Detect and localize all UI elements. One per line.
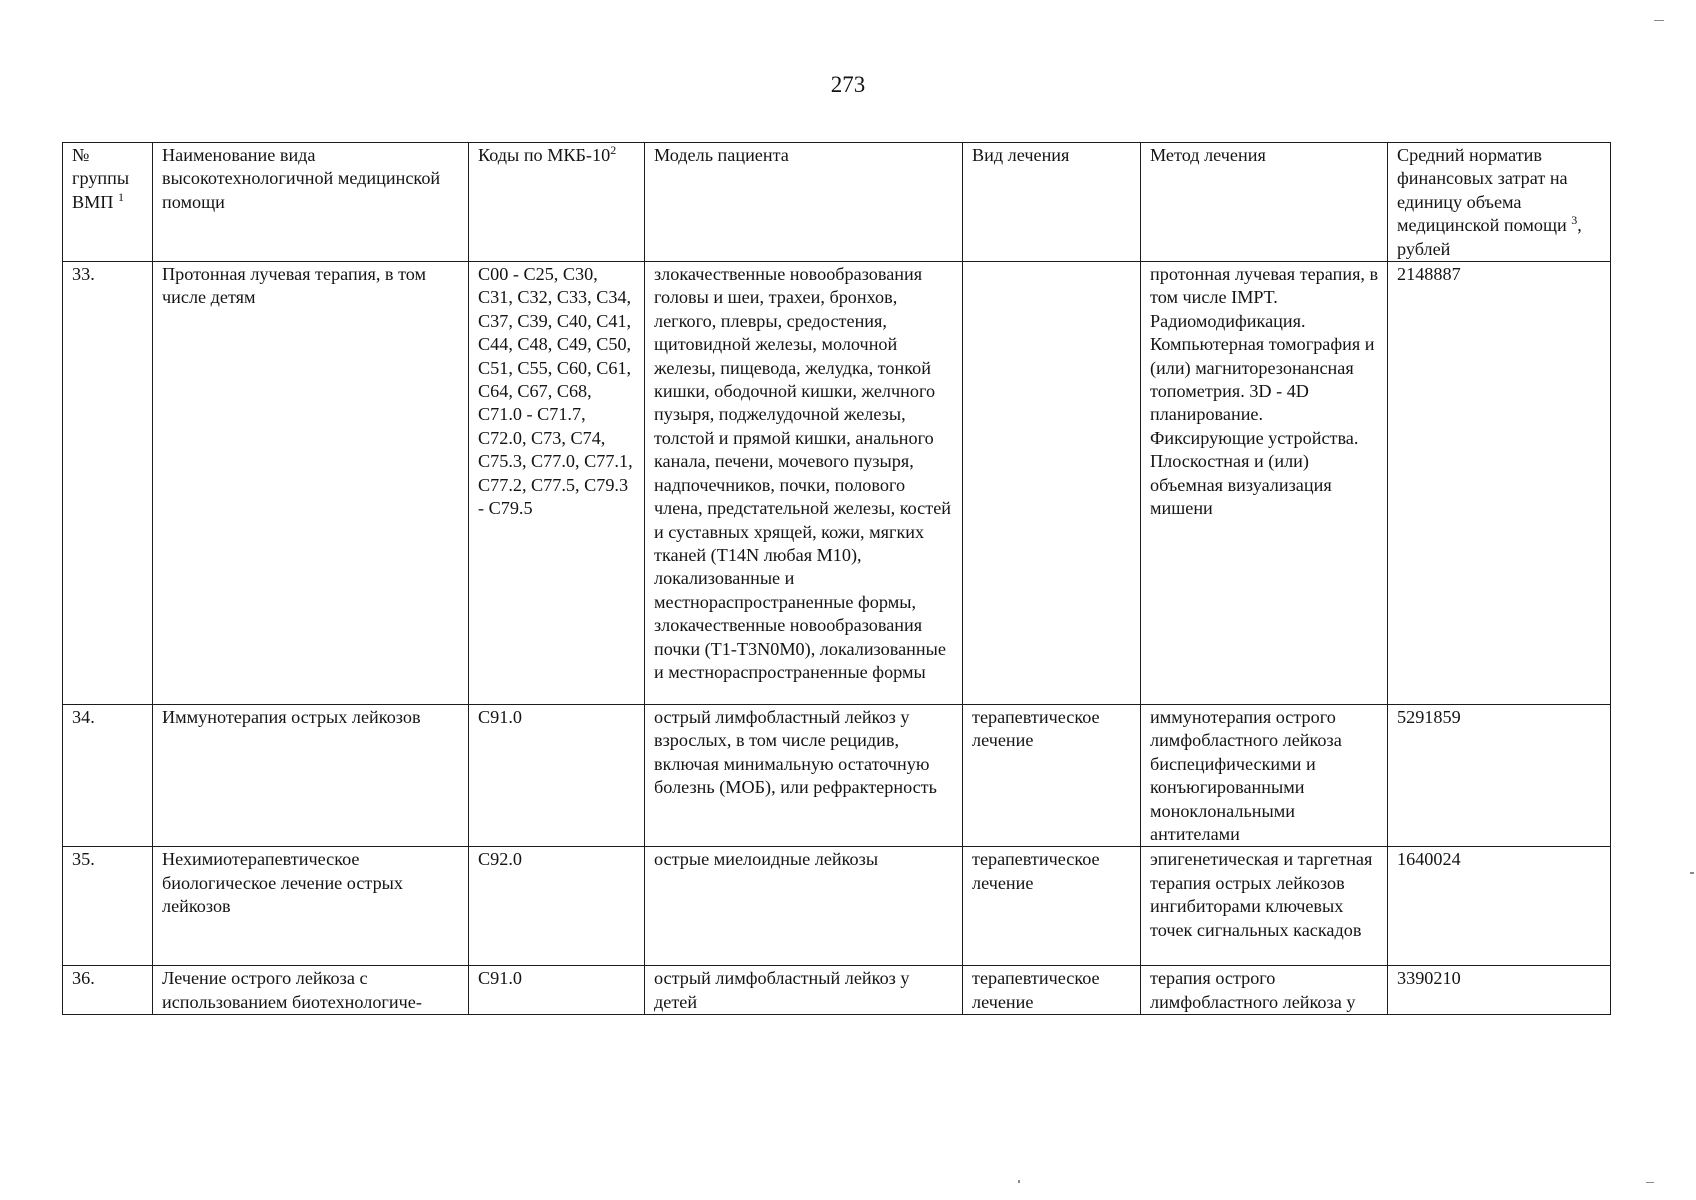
row-patient-model: острые миелоидные лейкозы (645, 847, 963, 966)
scan-speck (1018, 1180, 1020, 1183)
row-number: 34. (63, 705, 153, 847)
header-treatment-type: Вид лечения (963, 143, 1141, 262)
row-treatment-type: терапевтическое лечение (963, 705, 1141, 847)
header-group-no (63, 143, 153, 262)
footnote-mark-3: 3 (1571, 213, 1578, 228)
table-row (63, 705, 1611, 847)
table-header-row (63, 143, 1611, 262)
header-treatment-method: Метод лечения (1141, 143, 1388, 262)
scan-speck (1646, 1182, 1654, 1183)
footnote-mark-2: 2 (610, 142, 617, 157)
row-treatment-type: терапевтическое лечение (963, 847, 1141, 966)
header-avg-cost (1388, 143, 1611, 262)
row-number: 35. (63, 847, 153, 966)
row-treatment-method: протонная лучевая терапия, в том числе IMPT. Радиомодификация. Компьютерная томография и (или) магниторезонансная топометрия. 3D - 4D планирование. Фиксирующие устройства. Плоскостная и (или) объемная визуализация мишени (1141, 262, 1388, 705)
row-care-name: Протонная лучевая терапия, в том числе детям (153, 262, 469, 705)
row-treatment-type: терапевтическое лечение (963, 966, 1141, 1015)
row-number: 36. (63, 966, 153, 1015)
header-avg-cost-unit: , рублей (1397, 215, 1582, 259)
row-treatment-type (963, 262, 1141, 705)
row-number: 33. (63, 262, 153, 705)
header-avg-cost-text: Средний норматив финансовых затрат на единицу объема медицинской помощи (1397, 145, 1568, 236)
hmc-table (62, 142, 1611, 1015)
table-row (63, 847, 1611, 966)
header-patient-model: Модель пациента (645, 143, 963, 262)
header-icd-codes (469, 143, 645, 262)
row-treatment-method: эпигенетическая и таргетная терапия острых лейкозов ингибиторами ключевых точек сигнальных каскадов (1141, 847, 1388, 966)
table-row (63, 262, 1611, 705)
row-care-name: Лечение острого лейкоза с использованием биотехнологиче- (153, 966, 469, 1015)
row-icd-codes: C00 - C25, C30, C31, C32, C33, C34, C37, C39, C40, C41, C44, C48, C49, C50, C51, C55, C60, C61, C64, C67, C68, C71.0 - C71.7, C72.0, C73, C74, C75.3, C77.0, C77.1, C77.2, C77.5, C79.3 - C79.5 (469, 262, 645, 705)
row-avg-cost: 1640024 (1388, 847, 1611, 966)
row-icd-codes: C92.0 (469, 847, 645, 966)
footnote-mark-1: 1 (117, 189, 124, 204)
row-patient-model: острый лимфобластный лейкоз у взрослых, в том числе рецидив, включая минимальную остаточную болезнь (МОБ), или рефрактерность (645, 705, 963, 847)
row-care-name: Иммунотерапия острых лейкозов (153, 705, 469, 847)
row-patient-model: острый лимфобластный лейкоз у детей (645, 966, 963, 1015)
row-treatment-method: терапия острого лимфобластного лейкоза у (1141, 966, 1388, 1015)
row-treatment-method: иммунотерапия острого лимфобластного лейкоза биспецифическими и конъюгированными моноклональными антителами (1141, 705, 1388, 847)
row-care-name: Нехимиотерапевтическое биологическое лечение острых лейкозов (153, 847, 469, 966)
header-group-no-text: № группы ВМП (72, 145, 130, 212)
table-row (63, 966, 1611, 1015)
row-icd-codes: C91.0 (469, 705, 645, 847)
row-avg-cost: 5291859 (1388, 705, 1611, 847)
row-patient-model: злокачественные новообразования головы и шеи, трахеи, бронхов, легкого, плевры, средостения, щитовидной железы, молочной железы, пищевода, желудка, тонкой кишки, ободочной кишки, желчного пузыря, поджелудочной железы, толстой и прямой кишки, анального канала, печени, мочевого пузыря, надпочечников, почки, полового члена, предстательной железы, костей и суставных хрящей, кожи, мягких тканей (T14N любая M10), локализованные и местнораспространенные формы, злокачественные новообразования почки (T1-T3N0M0), локализованные и местнораспространенные формы (645, 262, 963, 705)
page-number: 273 (830, 72, 866, 97)
header-icd-codes-text: Коды по МКБ-10 (478, 145, 611, 165)
scan-speck (1654, 20, 1664, 21)
row-avg-cost: 3390210 (1388, 966, 1611, 1015)
row-avg-cost: 2148887 (1388, 262, 1611, 705)
row-icd-codes: C91.0 (469, 966, 645, 1015)
scan-speck (1690, 872, 1694, 874)
header-care-name: Наименование вида высокотехнологичной медицинской помощи (153, 143, 469, 262)
